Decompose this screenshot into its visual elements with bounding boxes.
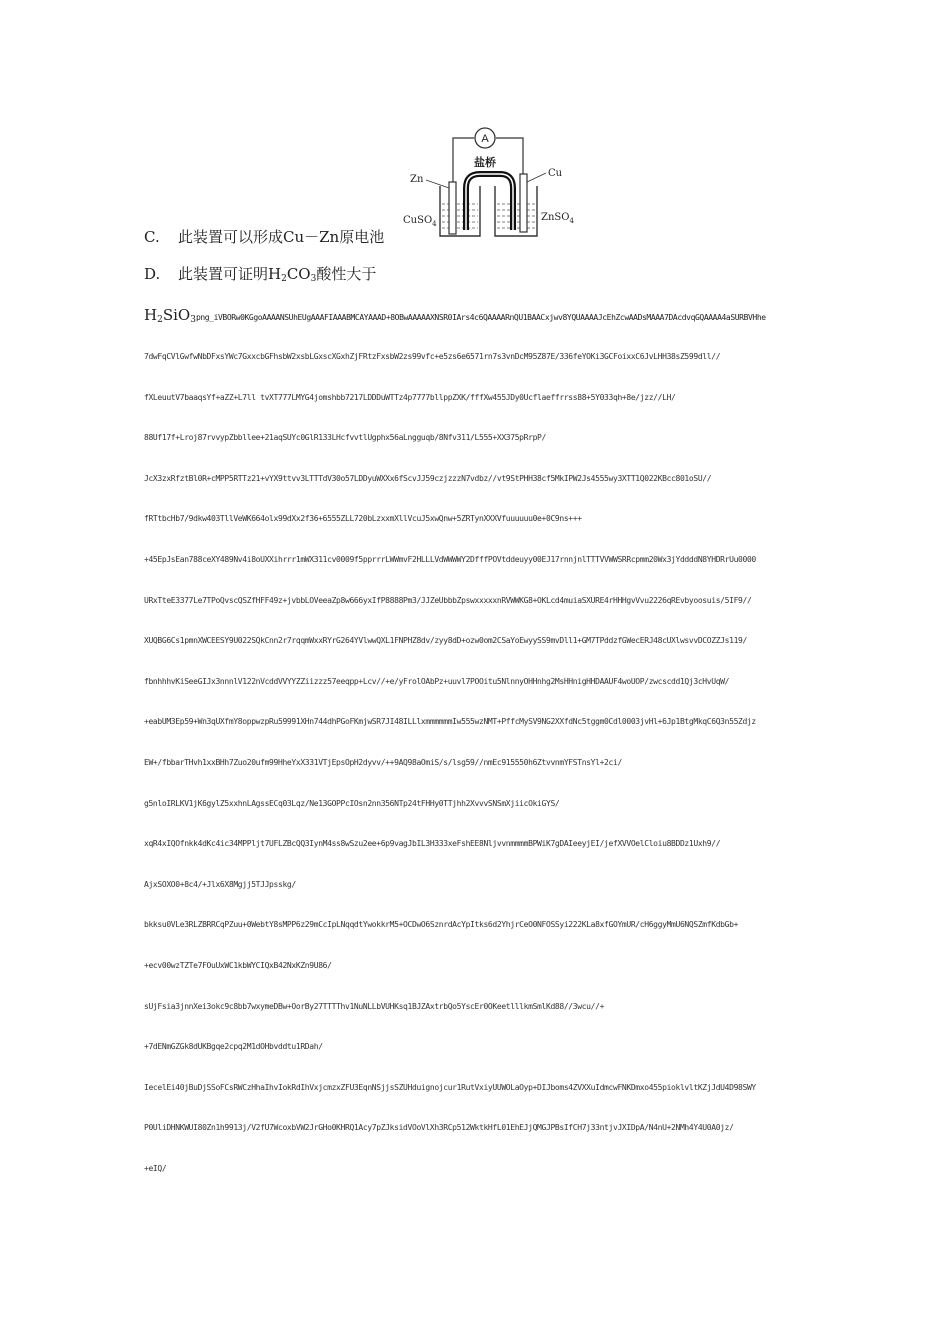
embedded-image-data-line: EW+/fbbarTHvh1xxBHh7Zuo20ufm99HheYxX331VTjEpsOpH2dyvv/++9AQ98aOmiS/s/lsg59//nmEc915550h6ZtvvnmYFSTnsYl+2ci/ (144, 758, 622, 767)
wire-right (496, 138, 523, 174)
option-d-letter: D. (144, 265, 161, 283)
zinc-leader (426, 180, 449, 188)
option-d-text-pre: 此装置可证明H (178, 265, 282, 283)
ammeter-label: A (481, 133, 489, 145)
embedded-image-data-line: URxTteE3377Le7TPoQvscQSZfHFF49z+jvbbLOVeeaZp8w666yxIfP8888Pm3/JJZeUbbbZpswxxxxxnRVWWKG8+OKLcd4muiaSXURE4rHHHgvVvu2226qREvbyoosuis/5IF9// (144, 596, 752, 605)
embedded-image-data-line: 7dwFqCVlGwfwNbDFxsYWc7GxxcbGFhsbW2xsbLGxscXGxhZjFRtzFxsbW2zs99vfc+e5zs6e6571rn7s3vnDcM95Z87E/336feYOKi3GCFoixxC6JvLHH38sZ599dll// (144, 352, 721, 361)
embedded-image-data-line: +eIQ/ (144, 1164, 167, 1173)
embedded-image-data-line: fbnhhhvKiSeeGIJx3nnnlV122nVcddVVYYZZiizzz57eeqpp+Lcv//+e/yFrolOAbPz+uuvl7POOitu5NlnnyOHHnhg2MsHHnigHHDAAUF4woUOP/zwcscdd1Qj3cHvUqW/ (144, 677, 730, 686)
h2sio3-formula-line (144, 306, 766, 325)
embedded-image-data-line: g5nloIRLKV1jK6gylZ5xxhnLAgssECq03Lqz/Ne13GOPPcIOsn2nn356NTp24tFHHy0TTjhh2XvvvSNSmXjiicOkiGYS/ (144, 799, 560, 808)
embedded-image-data-line: P0UliDHNKWUI80Zn1h9913j/V2fU7WcoxbVW2JrGHo0KHRQ1Acy7pZJksidVOoVlXh3RCp512WktkHfL01EhEJjQMGJPBsIfCH7j33ntjvJXIDpA/N4nU+2NMh4Y4U0A0jz/ (144, 1123, 734, 1132)
option-c-letter: C. (144, 228, 160, 246)
zinc-label: Zn (410, 174, 424, 185)
left-solution (442, 204, 478, 228)
embedded-image-data-line: bkksu0VLe3RLZBRRCqPZuu+0WebtY8sMPP6z29mCcIpLNqqdtYwokkrM5+OCDwO6SznrdAcYpItks6d2YhjrCeO0NFOSSyi222KLa8xfGOYmUR/cH6ggyMmU6NQSZmfKdbGb+ (144, 920, 739, 929)
embedded-image-data-line: fRTtbcHb7/9dkw403TllVeWK664olx99dXx2f36+6555ZLL720bLzxxmXllVcuJ5xwQnw+5ZRTynXXXVfuuuuuu0e+0C9ns+++ (144, 514, 582, 523)
embedded-image-data-line: +7dENmGZGk8dUKBgqe2cpq2M1dOHbvddtu1RDah/ (144, 1042, 323, 1051)
embedded-image-data-line: fXLeuutV7baaqsYf+aZZ+L7ll tvXT777LMYG4jomshbb7217LDDDuWTTz4p7777bllppZXK/fffXw455JDy0Ucflaeffrrss88+5Y033qh+8e/jzz//LH/ (144, 393, 676, 402)
left-beaker (440, 186, 480, 236)
copper-leader (527, 173, 546, 182)
option-d (144, 263, 376, 284)
embedded-image-data-line: AjxSOXO0+8c4/+Jlx6X8Mgjj5TJJpsskg/ (144, 880, 296, 889)
embedded-image-data-line: +eabUM3Ep59+Wn3qUXfmY8oppwzpRu59991XHn744dhPGoFKmjwSR7JI48ILLlxmmmmmmIw555wzNMT+PffcMySV9NG2XXfdNc5tggm0Cdl0003jvHl+6Jp1BtgMkqC6Q3n55Zdjz (144, 717, 756, 726)
zinc-electrode (449, 182, 456, 234)
embedded-image-data-start: png_iVBORw0KGgoAAAANSUhEUgAAAFIAAABMCAYAAAD+8OBwAAAAAXNSR0IArs4c6QAAAARnQU1BAACxjwv8YQUAAAAJcEhZcwAADsMAAA7DAcdvqGQAAAA4aSURBVHhe (195, 313, 766, 322)
option-c-text: 此装置可以形成Cu－Zn原电池 (178, 228, 385, 246)
formula-h: H (144, 306, 158, 324)
formula-sub3: 3 (190, 315, 196, 325)
formula-sio: SiO (162, 306, 191, 324)
copper-electrode (520, 174, 527, 232)
embedded-image-data-line: sUjFsia3jnnXei3okc9c8bb7wxymeDBw+OorBy27TTTThv1NuNLLbVUHKsq1BJZAxtrbQo5YscEr0OKeetlllkmSmlKd88//3wcu//+ (144, 1002, 605, 1011)
right-solution-label: ZnSO$_4$ (541, 212, 574, 225)
embedded-image-data-line: 88Uf17f+Lroj87rvvypZbbllee+21aqSUYc0GlR133LHcfvvtlUgphx56aLngguqb/8Nfv311/L555+XX375pRrpP/ (144, 433, 546, 442)
galvanic-cell-diagram (400, 124, 585, 242)
galvanic-cell-figure (400, 124, 585, 242)
left-solution-label: CuSO$_4$ (403, 215, 437, 228)
formula-sub2: 2 (157, 315, 163, 325)
embedded-image-data-line: IecelEi40jBuDjSSoFCsRWCzHhaIhvIokRdIhVxjcmzxZFU3EqnNSjjsSZUHduignojcur1RutVxiyUUWOLaOyp+DIJboms4ZVXXuIdmcwFNKDmxo455pioklvltKZjJdU4D98SWY (144, 1083, 756, 1092)
embedded-image-data-line: +ecv00wzTZTe7FOuUxWC1kbWYCIQxB42NxKZn9U86/ (144, 961, 332, 970)
embedded-image-data-line: XUQBG6Cs1pmnXWCEESY9U022SQkCnn2r7rqqmWxxRYrG264YVlwwQXL1FNPHZ8dv/zyy8dD+ozw0om2CSaYoEwyySS9mvDll1+GM7TPddzfGWecERJ48cUXlwsvvDCOZZJs119/ (144, 636, 747, 645)
embedded-image-data-line: JcX3zxRfztBl0R+cMPP5RTTz21+vYX9ttvv3LTTTdV30o57LDDyuWXXx6fScvJJ59czjzzzN7vdbz//vt9StPHH38cf5MkIPW2Js4555wy3XTT1Q022KBcc801oSU// (144, 474, 712, 483)
option-c (144, 226, 384, 247)
embedded-image-data-line: +45EpJsEan788ceXY489Nv4i8oUXXihrrr1mWX311cv0009f5pprrrLWWmvF2HLLLVdWWWWY2DfffPOVtddeuyy00EJ17rnnjnlTTTVVWWSRRcpmm20Wx3jYddddN8YHDRrUu0000 (144, 555, 756, 564)
copper-label: Cu (548, 168, 563, 179)
option-d-text-mid: CO (286, 265, 311, 283)
salt-bridge-label: 盐桥 (474, 156, 496, 169)
option-d-text-post: 酸性大于 (316, 265, 377, 283)
option-d-sub1: 2 (281, 274, 287, 284)
embedded-image-data-line: xqR4xIQOfnkk4dKc4ic34MPPljt7UFLZBcQQ3IynM4ss8wSzu2ee+6p9vagJbIL3H333xeFshEE8NljvvnmmmmBPWiK7gDAIeeyjEI/jefXVVOelCloiu8BDDz1Uxh9// (144, 839, 721, 848)
option-d-sub2: 3 (310, 274, 317, 284)
